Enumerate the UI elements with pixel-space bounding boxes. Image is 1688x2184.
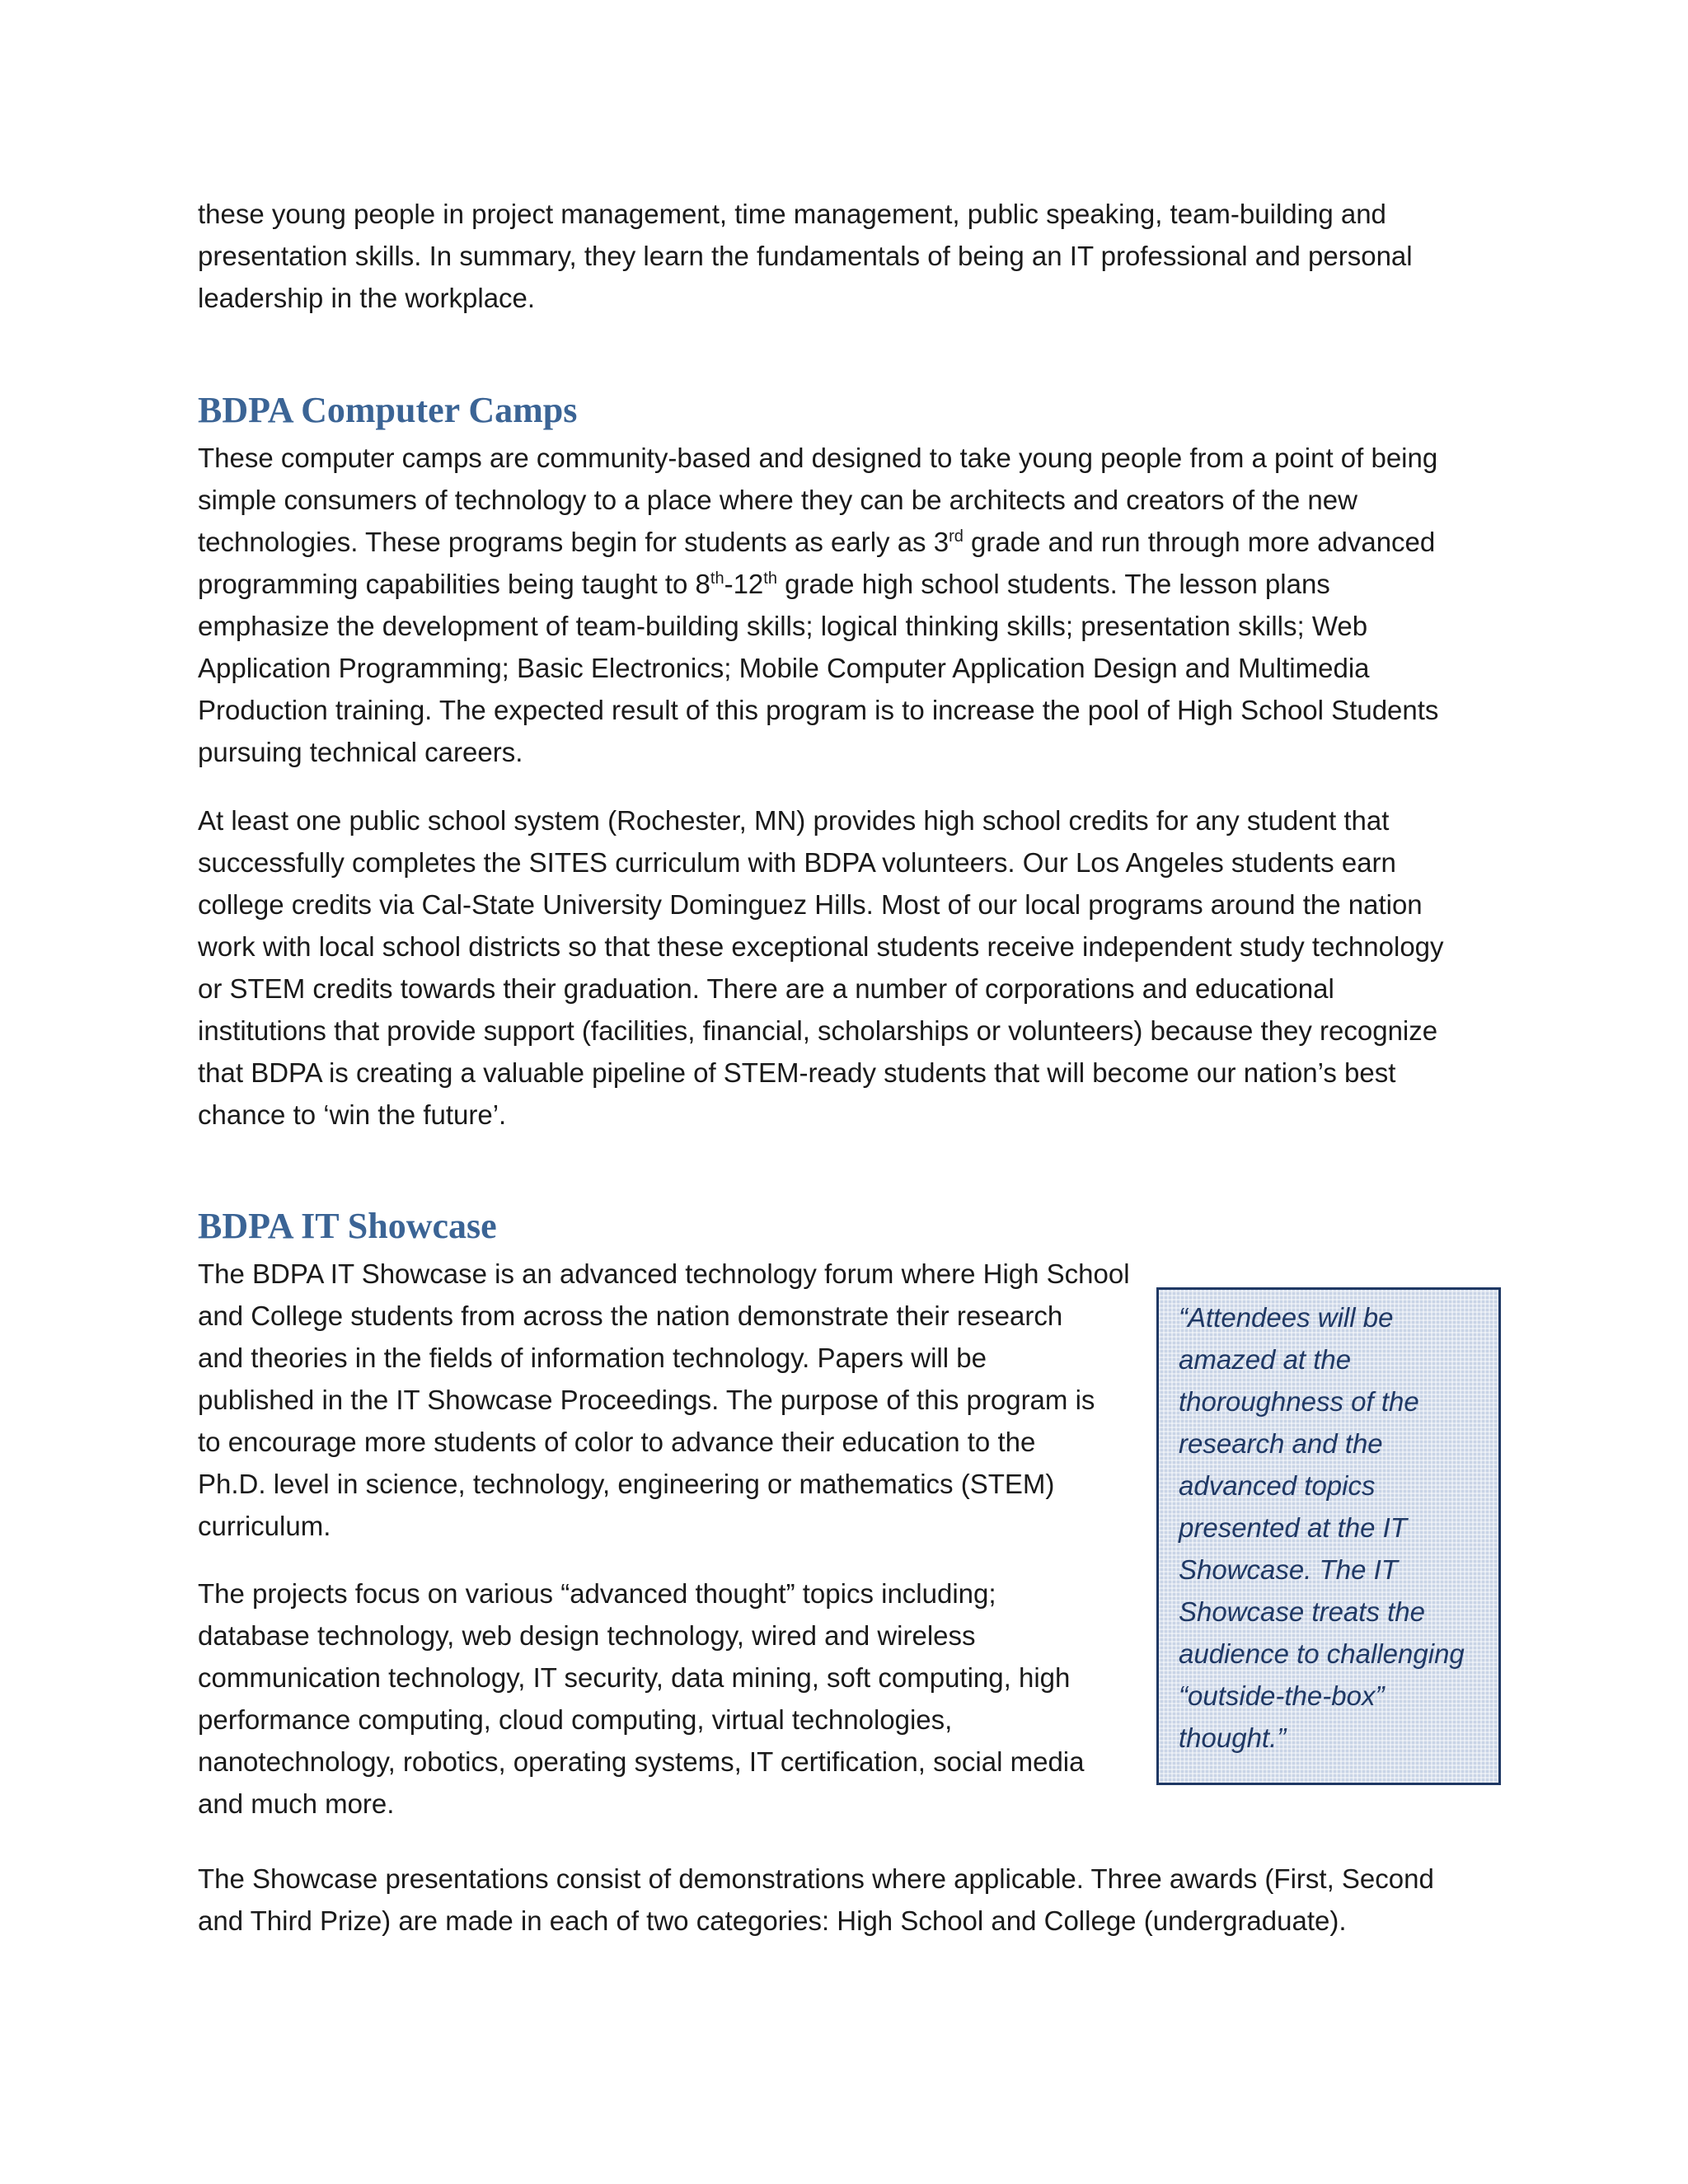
camps-paragraph-2: At least one public school system (Rochester, MN) provides high school credits for any student that successfully completes the SITES curriculum with BDPA volunteers. Our Los Angeles students earn college credits via Cal-State University Dominguez Hills. Most of our local programs around the nation work with local school districts so that these exceptional students receive independent study technology or STEM credits towards their graduation. There are a number of corporations and educational institutions that provide support (facilities, financial, scholarships or volunteers) because they recognize that BDPA is creating a valuable pipeline of STEM-ready students that will become our nation’s best chance to ‘win the future’. <box>198 805 1444 1130</box>
showcase-heading: BDPA IT Showcase <box>198 1206 497 1246</box>
camps-p1-sup-th-1: th <box>710 569 724 588</box>
camps-p1-text-d: grade high school students. The lesson plans emphasize the development of team-building skills; logical thinking skills; presentation skills; Web Application Programming; Basic Electronics; Mobile Computer Application Design and Multimedia Production training. The expected result of this program is to increase the pool of High School Students pursuing technical careers. <box>198 569 1439 767</box>
camps-p1-text-c: -12 <box>724 569 764 599</box>
pull-quote-text: “Attendees will be amazed at the thoroughness of the research and the advanced topics presented at the IT Showcase. The IT Showcase treats the audience to challenging “outside-the-box” thought.” <box>1179 1302 1465 1753</box>
camps-p1-sup-th-2: th <box>763 569 777 588</box>
intro-paragraph: these young people in project management, time management, public speaking, team-building and presentation skills. In summary, they learn the fundamentals of being an IT professional and personal leadership in the workplace. <box>198 199 1413 313</box>
showcase-paragraph-2: The projects focus on various “advanced thought” topics including; database technology, web design technology, wired and wireless communication technology, IT security, data mining, soft computing, high performance computing, cloud computing, virtual technologies, nanotechnology, robotics, operating systems, IT certification, social media and much more. <box>198 1578 1085 1819</box>
pull-quote-box <box>1156 1287 1501 1785</box>
camps-p1-text-b: grade and run through more advanced programming capabilities being taught to 8 <box>198 527 1436 599</box>
document-page <box>198 0 1500 2184</box>
showcase-paragraph-3: The Showcase presentations consist of demonstrations where applicable. Three awards (First, Second and Third Prize) are made in each of two categories: High School and College (undergraduate). <box>198 1863 1434 1936</box>
camps-p1-text-a: These computer camps are community-based and designed to take young people from a point of being simple consumers of technology to a place where they can be architects and creators of the new technologies. These programs begin for students as early as 3 <box>198 443 1438 557</box>
camps-p1-sup-rd: rd <box>949 527 964 546</box>
showcase-paragraph-1: The BDPA IT Showcase is an advanced technology forum where High School and College students from across the nation demonstrate their research and theories in the fields of information technology. Papers will be published in the IT Showcase Proceedings. The purpose of this program is to encourage more students of color to advance their education to the Ph.D. level in science, technology, engineering or mathematics (STEM) curriculum. <box>198 1258 1130 1541</box>
camps-paragraph-1 <box>198 437 1438 773</box>
camps-heading: BDPA Computer Camps <box>198 390 578 430</box>
